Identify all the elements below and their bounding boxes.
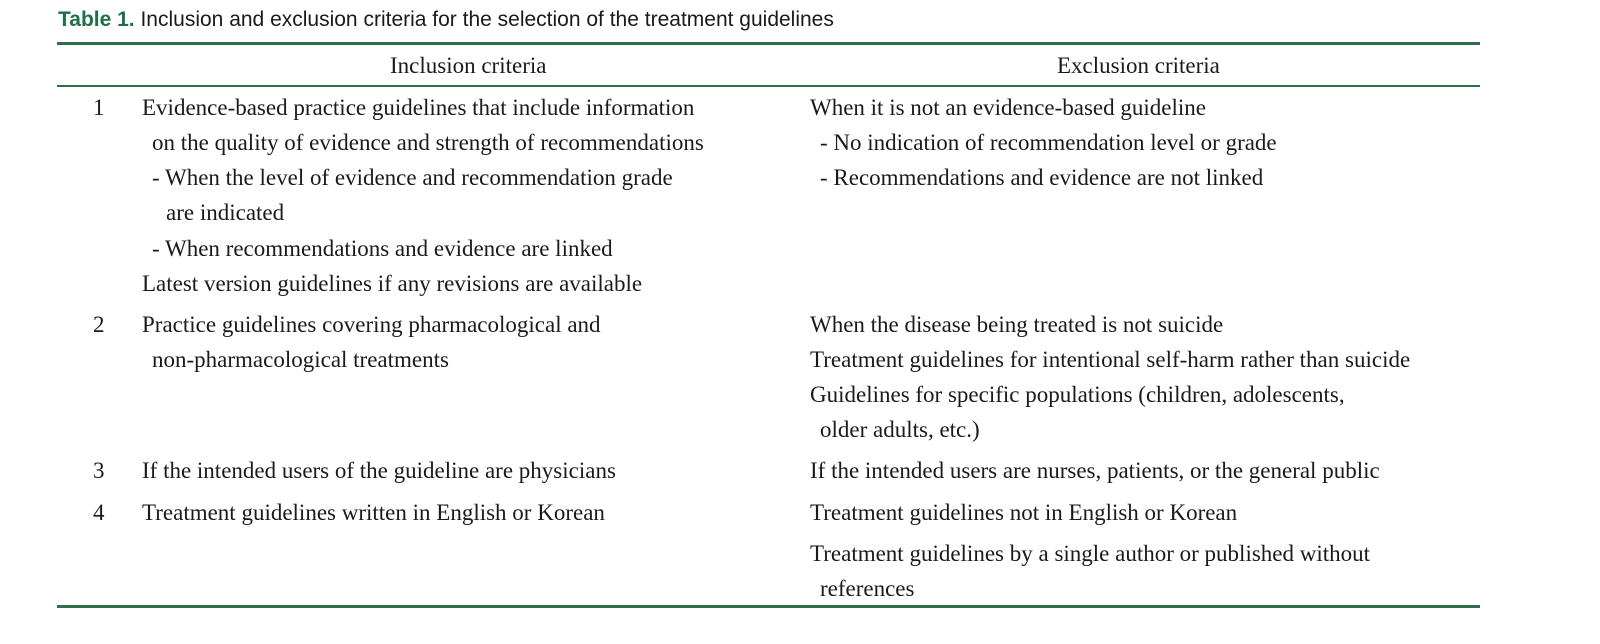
inclusion-line: non-pharmacological treatments	[152, 347, 449, 372]
row-number: 3	[93, 458, 105, 483]
inclusion-line: on the quality of evidence and strength of recommendations	[152, 130, 704, 155]
exclusion-line: references	[820, 576, 915, 601]
inclusion-line: Practice guidelines covering pharmacological and	[142, 312, 601, 337]
exclusion-line: - Recommendations and evidence are not linked	[820, 165, 1264, 190]
table-title: Inclusion and exclusion criteria for the selection of the treatment guidelines	[134, 8, 834, 31]
row-number: 2	[93, 312, 105, 337]
inclusion-line: If the intended users of the guideline are physicians	[142, 458, 616, 483]
inclusion-line: - When the level of evidence and recommendation grade	[152, 165, 673, 190]
inclusion-line: are indicated	[166, 200, 285, 225]
inclusion-line: Latest version guidelines if any revisions are available	[142, 271, 643, 296]
row-number: 4	[93, 500, 105, 525]
exclusion-line: If the intended users are nurses, patients, or the general public	[810, 458, 1380, 483]
table-label: Table 1.	[58, 8, 135, 31]
top-rule	[57, 42, 1480, 45]
table-caption	[58, 8, 834, 32]
row-number: 1	[93, 95, 105, 120]
inclusion-header: Inclusion criteria	[390, 53, 547, 78]
exclusion-line: Treatment guidelines by a single author or published without	[810, 541, 1371, 566]
exclusion-line: Treatment guidelines not in English or Korean	[810, 500, 1238, 525]
exclusion-line: older adults, etc.)	[820, 417, 980, 442]
inclusion-line: Evidence-based practice guidelines that include information	[142, 95, 695, 120]
bottom-rule	[57, 605, 1480, 608]
inclusion-line: - When recommendations and evidence are linked	[152, 236, 613, 261]
inclusion-line: Treatment guidelines written in English or Korean	[142, 500, 605, 525]
exclusion-line: Treatment guidelines for intentional self-harm rather than suicide	[810, 347, 1411, 372]
exclusion-line: Guidelines for specific populations (children, adolescents,	[810, 382, 1345, 407]
exclusion-line: When it is not an evidence-based guideline	[810, 95, 1206, 120]
exclusion-line: - No indication of recommendation level or grade	[820, 130, 1277, 155]
exclusion-header: Exclusion criteria	[1057, 53, 1220, 78]
exclusion-line: When the disease being treated is not suicide	[810, 312, 1224, 337]
header-rule	[57, 85, 1480, 87]
